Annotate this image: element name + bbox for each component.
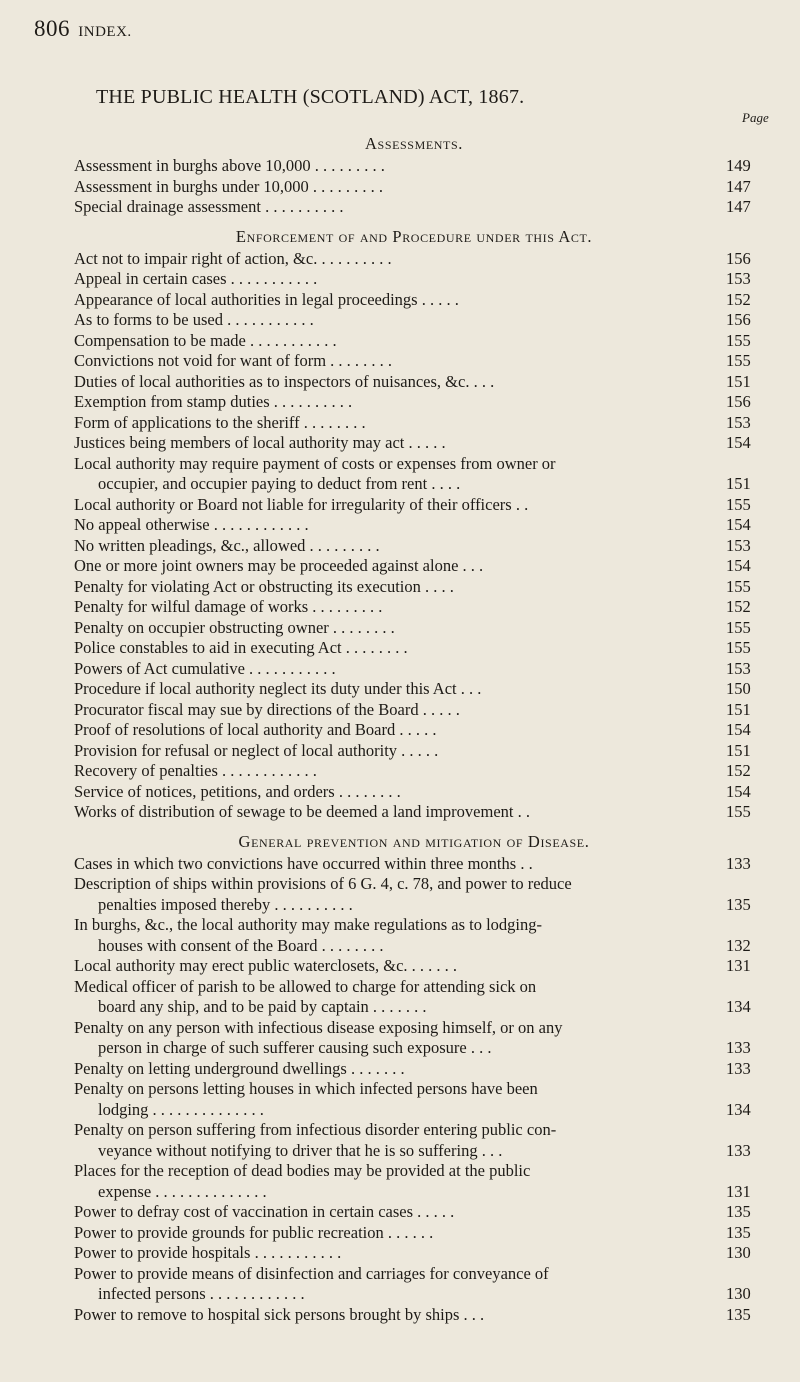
entry-text: Assessment in burghs above 10,000 . . . . . . . . . xyxy=(74,156,385,175)
page-reference: 155 xyxy=(726,494,751,514)
index-entry xyxy=(74,351,754,372)
index-entry xyxy=(74,618,754,639)
index-entry xyxy=(74,413,754,434)
index-entry xyxy=(74,269,754,290)
index-entry xyxy=(74,802,754,823)
index-entry xyxy=(74,372,754,393)
page-number: 806 xyxy=(34,16,70,41)
index-entry xyxy=(74,495,754,516)
page-reference: 156 xyxy=(726,392,751,411)
entry-text: Works of distribution of sewage to be deemed a land improvement . . xyxy=(74,802,530,821)
index-entry xyxy=(74,392,754,413)
index-entry xyxy=(74,1079,754,1120)
page-reference: 151 xyxy=(726,740,751,760)
index-entry xyxy=(74,1243,754,1264)
entry-text: Cases in which two convictions have occurred within three months . . xyxy=(74,853,533,873)
page-reference: 155 xyxy=(726,576,751,596)
section-gap xyxy=(74,218,754,225)
entry-text: Power to provide means of disinfection and carriages for conveyance of xyxy=(74,1263,549,1283)
page-reference: 155 xyxy=(726,802,751,821)
entry-text: Penalty on occupier obstructing owner . . . . . . . . xyxy=(74,617,395,637)
page-reference: 135 xyxy=(726,894,751,914)
index-entry xyxy=(74,1202,754,1223)
index-entry xyxy=(74,659,754,680)
page-reference: 151 xyxy=(726,474,751,493)
entry-text: Service of notices, petitions, and orders . . . . . . . . xyxy=(74,781,401,801)
page-reference: 151 xyxy=(726,699,751,719)
page-reference: 135 xyxy=(726,1304,751,1324)
index-entry xyxy=(74,1264,754,1305)
index-entry xyxy=(74,679,754,700)
entry-continuation: person in charge of such sufferer causing such exposure . . . xyxy=(98,1038,492,1057)
page-reference: 147 xyxy=(726,197,751,216)
page-reference: 134 xyxy=(726,997,751,1016)
page-reference: 134 xyxy=(726,1099,751,1119)
index-entry xyxy=(74,197,754,218)
index-entry xyxy=(74,700,754,721)
page-reference: 153 xyxy=(726,269,751,288)
entry-continuation: lodging . . . . . . . . . . . . . . xyxy=(98,1099,264,1119)
page-header xyxy=(34,16,132,42)
page-reference: 131 xyxy=(726,956,751,975)
page-reference: 132 xyxy=(726,935,751,955)
entry-text: Description of ships within provisions of 6 G. 4, c. 78, and power to reduce xyxy=(74,874,572,893)
entry-text: Power to defray cost of vaccination in certain cases . . . . . xyxy=(74,1202,455,1221)
index-entry xyxy=(74,156,754,177)
page-reference: 152 xyxy=(726,289,751,309)
index-entry xyxy=(74,433,754,454)
entry-continuation: penalties imposed thereby . . . . . . . . . . xyxy=(98,894,353,914)
index-entry xyxy=(74,977,754,1018)
index-entry xyxy=(74,782,754,803)
entry-text: One or more joint owners may be proceeded against alone . . . xyxy=(74,556,484,575)
index-entry xyxy=(74,1018,754,1059)
entry-text: Procedure if local authority neglect its duty under this Act . . . xyxy=(74,679,482,698)
page-reference: 135 xyxy=(726,1202,751,1221)
page-reference: 154 xyxy=(726,781,751,801)
index-entry xyxy=(74,577,754,598)
index-entry xyxy=(74,854,754,875)
page-reference: 135 xyxy=(726,1222,751,1242)
section-heading: Assessments. xyxy=(365,134,463,153)
entry-text: Assessment in burghs under 10,000 . . . . . . . . . xyxy=(74,176,384,196)
index-entry xyxy=(74,454,754,495)
index-entry xyxy=(74,536,754,557)
entry-text: Power to remove to hospital sick persons brought by ships . . . xyxy=(74,1304,485,1324)
index-entry xyxy=(74,1120,754,1161)
index-entry xyxy=(74,177,754,198)
entry-text: Recovery of penalties . . . . . . . . . . . . xyxy=(74,761,317,780)
entry-continuation: expense . . . . . . . . . . . . . . xyxy=(98,1181,267,1201)
entry-text: Power to provide grounds for public recreation . . . . . . xyxy=(74,1222,434,1242)
index-entry xyxy=(74,741,754,762)
page-reference: 152 xyxy=(726,761,751,780)
entry-text: Proof of resolutions of local authority and Board . . . . . xyxy=(74,720,437,739)
index-entry xyxy=(74,310,754,331)
page-reference: 150 xyxy=(726,679,751,698)
entry-text: Act not to impair right of action, &c. . . . . . . . . . xyxy=(74,248,392,268)
running-head: INDEX. xyxy=(78,24,132,40)
entry-continuation: houses with consent of the Board . . . . . . . . xyxy=(98,935,384,955)
page-reference: 149 xyxy=(726,156,751,175)
index-entry xyxy=(74,597,754,618)
entry-continuation: infected persons . . . . . . . . . . . . xyxy=(98,1284,305,1303)
index-entry xyxy=(74,761,754,782)
entry-text: Places for the reception of dead bodies may be provided at the public xyxy=(74,1161,531,1180)
index-entry xyxy=(74,515,754,536)
entry-text: Powers of Act cumulative . . . . . . . . . . . xyxy=(74,658,336,678)
entry-text: Compensation to be made . . . . . . . . . . . xyxy=(74,330,337,350)
page-reference: 153 xyxy=(726,535,751,555)
page-reference: 151 xyxy=(726,371,751,391)
index-entry xyxy=(74,331,754,352)
entry-text: Convictions not void for want of form . . . . . . . . xyxy=(74,351,393,370)
index-entry xyxy=(74,915,754,956)
entry-text: Medical officer of parish to be allowed to charge for attending sick on xyxy=(74,976,537,996)
page-reference: 154 xyxy=(726,515,751,534)
index-content xyxy=(74,132,754,1325)
entry-text: In burghs, &c., the local authority may make regulations as to lodging- xyxy=(74,915,543,934)
entry-text: No written pleadings, &c., allowed . . . . . . . . . xyxy=(74,535,380,555)
entry-text: Local authority or Board not liable for irregularity of their officers . . xyxy=(74,494,529,514)
page-reference: 153 xyxy=(726,658,751,678)
entry-text: Justices being members of local authority may act . . . . . xyxy=(74,433,446,452)
entry-text: Penalty on letting underground dwellings . . . . . . . xyxy=(74,1058,405,1078)
section-heading: General prevention and mitigation of Disease. xyxy=(238,831,590,851)
index-entry xyxy=(74,874,754,915)
index-entry xyxy=(74,720,754,741)
entry-text: No appeal otherwise . . . . . . . . . . . . xyxy=(74,515,309,534)
page-reference: 133 xyxy=(726,1058,751,1078)
entry-text: Police constables to aid in executing Act . . . . . . . . xyxy=(74,638,408,657)
act-title: THE PUBLIC HEALTH (SCOTLAND) ACT, 1867. xyxy=(96,86,525,108)
entry-text: Penalty for violating Act or obstructing its execution . . . . xyxy=(74,576,454,596)
page-reference: 154 xyxy=(726,433,751,452)
entry-text: Power to provide hospitals . . . . . . . . . . . xyxy=(74,1243,342,1262)
entry-text: Provision for refusal or neglect of local authority . . . . . xyxy=(74,740,439,760)
entry-text: Duties of local authorities as to inspectors of nuisances, &c. . . . xyxy=(74,371,495,391)
page-reference: 155 xyxy=(726,617,751,637)
page-reference: 155 xyxy=(726,638,751,657)
entry-text: Penalty for wilful damage of works . . . . . . . . . xyxy=(74,597,383,616)
entry-text: Form of applications to the sheriff . . . . . . . . xyxy=(74,412,366,432)
page-reference: 147 xyxy=(726,176,751,196)
entry-text: As to forms to be used . . . . . . . . . . . xyxy=(74,310,314,329)
entry-text: Appearance of local authorities in legal proceedings . . . . . xyxy=(74,289,459,309)
entry-continuation: board any ship, and to be paid by captain . . . . . . . xyxy=(98,997,427,1016)
index-entry xyxy=(74,290,754,311)
entry-text: Appeal in certain cases . . . . . . . . . . . xyxy=(74,269,318,288)
entry-text: Local authority may erect public waterclosets, &c. . . . . . . xyxy=(74,956,458,975)
entry-text: Exemption from stamp duties . . . . . . . . . . xyxy=(74,392,353,411)
index-entry xyxy=(74,1059,754,1080)
entry-text: Local authority may require payment of costs or expenses from owner or xyxy=(74,453,556,473)
page-reference: 130 xyxy=(726,1243,751,1262)
page-reference: 154 xyxy=(726,720,751,739)
page-reference: 154 xyxy=(726,556,751,575)
page-reference: 130 xyxy=(726,1284,751,1303)
index-entry xyxy=(74,249,754,270)
page-reference: 133 xyxy=(726,853,751,873)
entry-continuation: veyance without notifying to driver that he is so suffering . . . xyxy=(98,1140,503,1160)
index-entry xyxy=(74,638,754,659)
page-reference: 156 xyxy=(726,310,751,329)
page-reference: 156 xyxy=(726,248,751,268)
entry-text: Special drainage assessment . . . . . . . . . . xyxy=(74,197,344,216)
index-entry xyxy=(74,956,754,977)
index-entry xyxy=(74,1223,754,1244)
section-gap xyxy=(74,823,754,830)
page-reference: 152 xyxy=(726,597,751,616)
page-reference: 133 xyxy=(726,1140,751,1160)
page-reference: 153 xyxy=(726,412,751,432)
entry-text: Penalty on any person with infectious disease exposing himself, or on any xyxy=(74,1017,563,1037)
page-reference: 155 xyxy=(726,351,751,370)
entry-text: Procurator fiscal may sue by directions of the Board . . . . . xyxy=(74,699,460,719)
entry-text: Penalty on person suffering from infectious disorder entering public con- xyxy=(74,1120,557,1139)
page-reference: 133 xyxy=(726,1038,751,1057)
page-reference: 131 xyxy=(726,1181,751,1201)
page-reference: 155 xyxy=(726,330,751,350)
index-entry xyxy=(74,556,754,577)
page-column-label: Page xyxy=(742,110,769,125)
index-entry xyxy=(74,1305,754,1326)
entry-text: Penalty on persons letting houses in which infected persons have been xyxy=(74,1079,538,1098)
entry-continuation: occupier, and occupier paying to deduct from rent . . . . xyxy=(98,474,461,493)
index-entry xyxy=(74,1161,754,1202)
section-heading: Enforcement of and Procedure under this Act. xyxy=(235,226,593,246)
